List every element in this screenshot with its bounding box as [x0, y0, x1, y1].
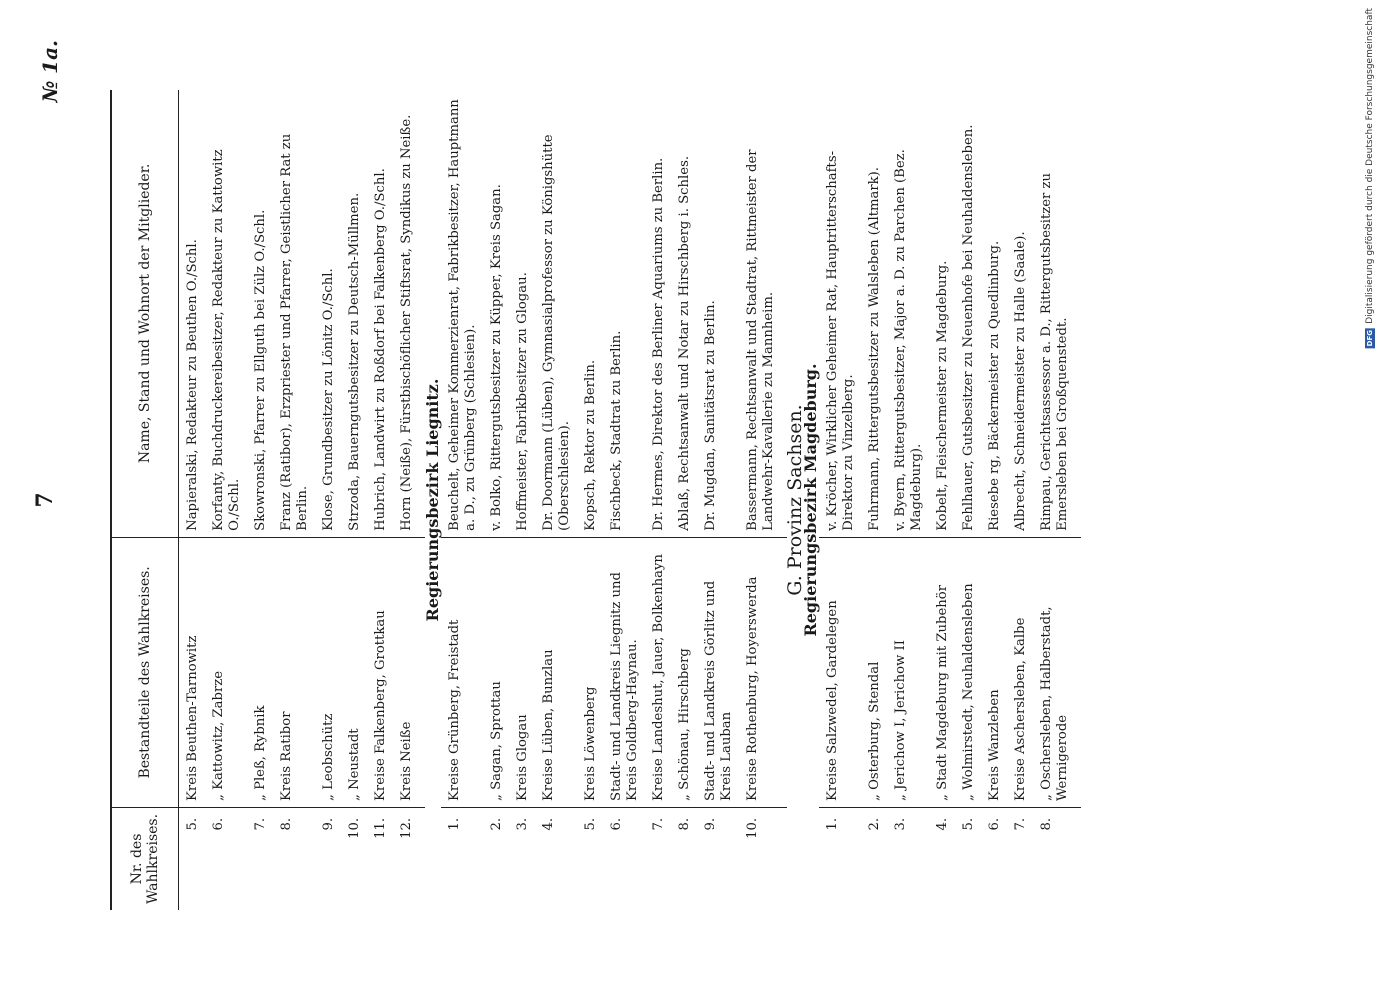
- page-mark: № 1a.: [38, 40, 62, 103]
- row-district: Kreise Landeshut, Jauer, Bolkenhayn: [651, 537, 667, 807]
- row-nr: 8.: [1039, 817, 1054, 831]
- row-nr: 3.: [893, 817, 908, 831]
- table-row: [185, 90, 201, 910]
- row-members: Riesebe rg, Bäckermeister zu Quedlinburg.: [987, 90, 1003, 537]
- row-members: Klose, Grundbesitzer zu Lönitz O./Schl.: [321, 90, 337, 537]
- row-members: Kobelt, Fleischermeister zu Magdeburg.: [935, 90, 951, 537]
- row-district: Kreis Glogau: [515, 537, 531, 807]
- row-nr: 4.: [935, 817, 950, 831]
- row-nr: 7.: [253, 817, 268, 831]
- table-row: [961, 90, 977, 910]
- header-row: [111, 90, 179, 910]
- table-row: [583, 90, 599, 910]
- row-district: Stadt- und Landkreis Liegnitz und Kreis Goldberg-Haynau.: [609, 537, 641, 807]
- row-district: „ Leobschütz: [321, 537, 337, 807]
- row-district: Kreise Lüben, Bunzlau: [541, 537, 573, 807]
- row-members: Hubrich, Landwirt zu Roßdorf bei Falkenberg O./Schl.: [373, 90, 389, 537]
- row-district: Kreise Salzwedel, Gardelegen: [825, 537, 857, 807]
- row-nr: 5.: [961, 817, 976, 831]
- row-district: „ Sagan, Sprottau: [489, 537, 505, 807]
- row-nr: 5.: [185, 817, 200, 831]
- row-district: Kreis Ratibor: [279, 537, 311, 807]
- table-row: [825, 90, 857, 910]
- row-members: Franz (Ratibor), Erzpriester und Pfarrer, Geistlicher Rat zu Berlin.: [279, 90, 311, 537]
- row-district: „ Pleß, Rybnik: [253, 537, 269, 807]
- row-members: Ablaß, Rechtsanwalt und Notar zu Hirschberg i. Schles.: [677, 90, 693, 537]
- row-district: Kreis Wanzleben: [987, 537, 1003, 807]
- row-nr: 4.: [541, 817, 556, 831]
- table-row: [515, 90, 531, 910]
- table-row: [321, 90, 337, 910]
- table-row: [447, 90, 479, 910]
- row-district: „ Osterburg, Stendal: [867, 537, 883, 807]
- row-members: Strzoda, Bauerngutsbesitzer zu Deutsch-Müllmen.: [347, 90, 363, 537]
- row-nr: 6.: [609, 817, 624, 831]
- watermark-text: Digitalisierung gefördert durch die Deutsche Forschungsgemeinschaft: [1365, 8, 1375, 324]
- row-nr: 7.: [1013, 817, 1028, 831]
- table-row: [935, 90, 951, 910]
- row-nr: 6.: [211, 817, 226, 831]
- row-district: „ Stadt Magdeburg mit Zubehör: [935, 537, 951, 807]
- row-members: Dr. Hermes, Direktor des Berliner Aquariums zu Berlin.: [651, 90, 667, 537]
- table-row: [279, 90, 311, 910]
- row-district: „ Neustadt: [347, 537, 363, 807]
- row-members: Rimpau, Gerichtsassessor a. D., Rittergutsbesitzer zu Emersleben bei Großquenstedt.: [1039, 90, 1071, 537]
- row-members: Fehlhauer, Gutsbesitzer zu Neuenhofe bei Neuhaldensleben.: [961, 90, 977, 537]
- table-row: [703, 90, 735, 910]
- row-nr: 10.: [347, 817, 362, 839]
- row-members: Albrecht, Schneidermeister zu Halle (Saale).: [1013, 90, 1029, 537]
- table-row: [609, 90, 641, 910]
- header-nr: Nr. des Wahlkreises.: [111, 807, 179, 910]
- table-row: [867, 90, 883, 910]
- table-row: [489, 90, 505, 910]
- table-row: [893, 90, 925, 910]
- row-nr: 10.: [745, 817, 760, 839]
- row-nr: 3.: [515, 817, 530, 831]
- table-row: [347, 90, 363, 910]
- row-nr: 8.: [677, 817, 692, 831]
- row-district: „ Schönau, Hirschberg: [677, 537, 693, 807]
- row-district: Kreise Falkenberg, Grottkau: [373, 537, 389, 807]
- row-nr: 9.: [321, 817, 336, 831]
- row-members: Skowronski, Pfarrer zu Ellguth bei Zülz O./Schl.: [253, 90, 269, 537]
- province-title: G. Provinz Sachsen.: [784, 404, 806, 596]
- members-table: [110, 90, 1081, 910]
- row-members: Dr. Mugdan, Sanitätsrat zu Berlin.: [703, 90, 735, 537]
- row-district: „ Wolmirstedt, Neuhaldensleben: [961, 537, 977, 807]
- row-nr: 7.: [651, 817, 666, 831]
- row-nr: 2.: [867, 817, 882, 831]
- row-members: Fuhrmann, Rittergutsbesitzer zu Walsleben (Altmark).: [867, 90, 883, 537]
- page-number: 7: [32, 492, 58, 508]
- table-row: [541, 90, 573, 910]
- region-liegnitz: Regierungsbezirk Liegnitz.: [423, 378, 442, 622]
- row-members: v. Byern, Rittergutsbesitzer, Major a. D. zu Parchen (Bez. Magdeburg).: [893, 90, 925, 537]
- row-nr: 1.: [447, 817, 462, 831]
- row-members: Korfanty, Buchdruckereibesitzer, Redakteur zu Kattowitz O./Schl.: [211, 90, 243, 537]
- row-district: Kreise Aschersleben, Kalbe: [1013, 537, 1029, 807]
- row-nr: 11.: [373, 817, 388, 839]
- row-nr: 9.: [703, 817, 718, 831]
- row-members: Hoffmeister, Fabrikbesitzer zu Glogau.: [515, 90, 531, 537]
- row-district: Kreis Neiße: [399, 537, 415, 807]
- table-row: [211, 90, 243, 910]
- row-district: Kreis Beuthen-Tarnowitz: [185, 537, 201, 807]
- row-district: „ Oschersleben, Halberstadt, Wernigerode: [1039, 537, 1071, 807]
- watermark: [1363, 8, 1377, 968]
- table-row: [399, 90, 415, 910]
- row-district: Stadt- und Landkreis Görlitz und Kreis Lauban: [703, 537, 735, 807]
- header-members: Name, Stand und Wohnort der Mitglieder.: [111, 90, 179, 537]
- section-first: [179, 90, 426, 910]
- row-members: Dr. Doormann (Lüben), Gymnasialprofessor zu Königshütte (Oberschlesien).: [541, 90, 573, 537]
- row-members: v. Bolko, Rittergutsbesitzer zu Küpper, Kreis Sagan.: [489, 90, 505, 537]
- row-district: Kreise Rothenburg, Hoyerswerda: [745, 537, 777, 807]
- dfg-logo: DFG: [1366, 329, 1374, 347]
- region-row: [803, 90, 819, 910]
- row-members: Bassermann, Rechtsanwalt und Stadtrat, Rittmeister der Landwehr-Kavallerie zu Mannheim.: [745, 90, 777, 537]
- row-nr: 5.: [583, 817, 598, 831]
- row-nr: 1.: [825, 817, 840, 831]
- row-district: „ Kattowitz, Zabrze: [211, 537, 243, 807]
- table-row: [1013, 90, 1029, 910]
- region-row: [425, 90, 441, 910]
- row-district: Kreis Löwenberg: [583, 537, 599, 807]
- row-nr: 6.: [987, 817, 1002, 831]
- table-row: [651, 90, 667, 910]
- row-members: Napieralski, Redakteur zu Beuthen O./Schl.: [185, 90, 201, 537]
- row-members: Fischbeck, Stadtrat zu Berlin.: [609, 90, 641, 537]
- row-nr: 2.: [489, 817, 504, 831]
- table-row: [1039, 90, 1071, 910]
- row-district: „ Jerichow I, Jerichow II: [893, 537, 925, 807]
- table-row: [253, 90, 269, 910]
- row-members: v. Kröcher, Wirklicher Geheimer Rat, Hauptritterschafts-Direktor zu Vinzelberg.: [825, 90, 857, 537]
- table-row: [987, 90, 1003, 910]
- row-nr: 12.: [399, 817, 414, 839]
- row-members: Kopsch, Rektor zu Berlin.: [583, 90, 599, 537]
- table-row: [373, 90, 389, 910]
- header-district: Bestandteile des Wahlkreises.: [111, 537, 179, 807]
- region-magdeburg: Regierungsbezirk Magdeburg.: [801, 363, 820, 637]
- row-district: Kreise Grünberg, Freistadt: [447, 537, 479, 807]
- row-members: Beuchelt, Geheimer Kommerzienrat, Fabrikbesitzer, Hauptmann a. D., zu Grünberg (Schlesien).: [447, 90, 479, 537]
- row-members: Horn (Neiße), Fürstbischöflicher Stiftsrat, Syndikus zu Neiße.: [399, 90, 415, 537]
- section-liegnitz: [441, 90, 787, 910]
- table-row: [745, 90, 777, 910]
- row-nr: 8.: [279, 817, 294, 831]
- section-magdeburg: [819, 90, 1081, 910]
- table-row: [677, 90, 693, 910]
